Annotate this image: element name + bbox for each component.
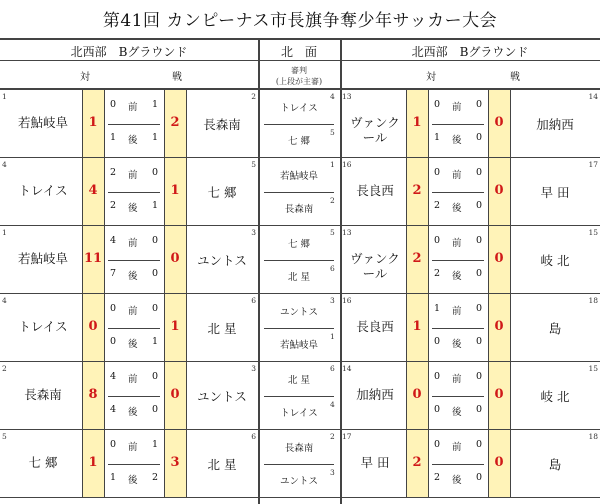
left_matches-home-first-half: 4 [110, 371, 118, 382]
right_matches-second-half-label: 後 [452, 475, 463, 486]
referee-sub: 七 郷 [287, 136, 311, 147]
right_matches-away-second-half: 0 [476, 200, 484, 211]
right_matches-home-second-half: 2 [434, 268, 442, 279]
grid-line [264, 192, 334, 193]
right_matches-home-no: 16 [342, 160, 352, 169]
referee-sub-no: 4 [330, 400, 335, 409]
left_matches-away-second-half: 0 [152, 404, 160, 415]
left_matches-first-half-label: 前 [128, 306, 139, 317]
left_matches-away-total: 0 [170, 387, 180, 402]
left_matches-away-first-half: 0 [152, 371, 160, 382]
left-away-total-column [164, 90, 186, 498]
grid-line [340, 293, 600, 294]
right_matches-home-no: 16 [342, 296, 352, 305]
grid-line [0, 361, 258, 362]
referee-main: 長森南 [284, 443, 314, 454]
referee-sub: 北 星 [287, 272, 311, 283]
left_matches-second-half-label: 後 [128, 135, 139, 146]
left_matches-home-no: 1 [2, 228, 7, 237]
grid-line [104, 362, 105, 430]
left_matches-home-second-half: 1 [110, 472, 118, 483]
left_matches-home-total: 4 [88, 183, 98, 198]
left-tai-label: 対 [80, 72, 90, 83]
left_matches-away-second-half: 1 [152, 336, 160, 347]
right_matches-second-half-label: 後 [452, 203, 463, 214]
grid-line [264, 396, 334, 397]
left_matches-away-team: ユントス [197, 253, 247, 268]
grid-line [428, 226, 429, 294]
right_matches-away-second-half: 0 [476, 132, 484, 143]
right_matches-away-first-half: 0 [476, 99, 484, 110]
left_matches-second-half-label: 後 [128, 271, 139, 282]
grid-line [104, 90, 105, 158]
referee-label: 審判 [291, 66, 307, 75]
left_matches-home-first-half: 4 [110, 235, 118, 246]
referee-main: ユントス [280, 307, 318, 318]
left_matches-home-no: 2 [2, 364, 7, 373]
grid-line [0, 38, 600, 40]
right-home-total-column [406, 90, 428, 498]
left_matches-away-no: 5 [251, 160, 256, 169]
left_matches-away-no: 3 [251, 228, 256, 237]
right_matches-home-first-half: 1 [434, 303, 442, 314]
grid-line [0, 60, 600, 61]
right_matches-away-first-half: 0 [476, 303, 484, 314]
grid-line [108, 328, 160, 329]
right_matches-first-half-label: 前 [452, 442, 463, 453]
grid-line [340, 429, 600, 430]
grid-line [264, 124, 334, 125]
match-result-table [0, 38, 600, 504]
referee-main-no: 1 [330, 160, 335, 169]
left_matches-away-team: 北 星 [207, 457, 237, 472]
left_matches-away-first-half: 0 [152, 167, 160, 178]
grid-line [340, 225, 600, 226]
right_matches-home-second-half: 0 [434, 336, 442, 347]
left_matches-away-total: 1 [170, 319, 180, 334]
referee-sub-no: 1 [330, 332, 335, 341]
referee-main-no: 4 [330, 92, 335, 101]
right_matches-home-no: 14 [342, 364, 352, 373]
left_matches-home-no: 4 [2, 160, 7, 169]
right_matches-away-no: 18 [588, 432, 598, 441]
right_matches-home-second-half: 2 [434, 200, 442, 211]
left_matches-home-first-half: 0 [110, 99, 118, 110]
right_matches-away-no: 14 [588, 92, 598, 101]
left_matches-home-first-half: 0 [110, 439, 118, 450]
grid-line [432, 192, 484, 193]
right_matches-away-first-half: 0 [476, 235, 484, 246]
left_matches-home-first-half: 2 [110, 167, 118, 178]
right_matches-home-team: 長良西 [356, 183, 394, 198]
referee-main: トレイス [280, 103, 318, 114]
left_matches-home-first-half: 0 [110, 303, 118, 314]
grid-line [108, 464, 160, 465]
right_matches-first-half-label: 前 [452, 374, 463, 385]
referee-main-no: 3 [330, 296, 335, 305]
right_matches-away-first-half: 0 [476, 439, 484, 450]
grid-line [0, 293, 258, 294]
right_matches-first-half-label: 前 [452, 170, 463, 181]
referee-sub-no: 2 [330, 196, 335, 205]
right_matches-away-second-half: 0 [476, 268, 484, 279]
left_matches-away-first-half: 1 [152, 439, 160, 450]
left_matches-home-team: 七 郷 [28, 455, 58, 470]
left_matches-home-team: 若鮎岐阜 [17, 251, 68, 266]
grid-line [432, 328, 484, 329]
left_matches-away-second-half: 1 [152, 200, 160, 211]
left_matches-home-no: 1 [2, 92, 7, 101]
right_matches-away-team: 岐 北 [540, 389, 570, 404]
left-home-total-column [82, 90, 104, 498]
center-venue-header: 北 面 [280, 45, 317, 59]
left_matches-away-second-half: 2 [152, 472, 160, 483]
right-venue-header: 北西部 Bグラウンド [411, 45, 529, 59]
left_matches-away-total: 1 [170, 183, 180, 198]
left-venue-header: 北西部 Bグラウンド [70, 45, 188, 59]
right_matches-away-team: 島 [548, 457, 562, 472]
right_matches-home-first-half: 0 [434, 439, 442, 450]
left_matches-home-no: 5 [2, 432, 7, 441]
grid-line [104, 226, 105, 294]
grid-line [258, 293, 340, 294]
right_matches-away-total: 0 [494, 455, 504, 470]
grid-line [428, 90, 429, 158]
right_matches-away-total: 0 [494, 251, 504, 266]
right_matches-home-team: ヴァンクール [350, 251, 400, 281]
left_matches-home-no: 4 [2, 296, 7, 305]
right_matches-away-team: 岐 北 [540, 253, 570, 268]
left_matches-away-total: 2 [170, 115, 180, 130]
grid-line [108, 396, 160, 397]
grid-line [258, 497, 340, 498]
right_matches-away-no: 15 [588, 364, 598, 373]
grid-line [108, 260, 160, 261]
grid-line [340, 497, 600, 498]
left_matches-home-second-half: 2 [110, 200, 118, 211]
right_matches-home-team: 長良西 [356, 319, 394, 334]
grid-line [432, 396, 484, 397]
right_matches-second-half-label: 後 [452, 135, 463, 146]
right_matches-home-team: 早 田 [360, 455, 390, 470]
left_matches-home-total: 11 [83, 251, 103, 266]
grid-line [264, 464, 334, 465]
right_matches-away-team: 早 田 [540, 185, 570, 200]
right_matches-first-half-label: 前 [452, 306, 463, 317]
right_matches-away-first-half: 0 [476, 371, 484, 382]
right_matches-away-team: 加納西 [536, 117, 574, 132]
grid-line [264, 260, 334, 261]
right-sen-label: 戦 [510, 72, 520, 83]
right_matches-second-half-label: 後 [452, 271, 463, 282]
grid-line [258, 225, 340, 226]
left_matches-second-half-label: 後 [128, 475, 139, 486]
right_matches-home-second-half: 2 [434, 472, 442, 483]
grid-line [432, 124, 484, 125]
left_matches-first-half-label: 前 [128, 442, 139, 453]
referee-main-no: 5 [330, 228, 335, 237]
left_matches-home-second-half: 1 [110, 132, 118, 143]
left_matches-home-second-half: 7 [110, 268, 118, 279]
right-tai-label: 対 [426, 72, 436, 83]
left_matches-away-first-half: 0 [152, 235, 160, 246]
left_matches-away-team: 七 郷 [207, 185, 237, 200]
left_matches-home-team: 長森南 [24, 387, 62, 402]
grid-line [428, 430, 429, 498]
right_matches-away-total: 0 [494, 183, 504, 198]
right_matches-home-total: 0 [412, 387, 422, 402]
left_matches-second-half-label: 後 [128, 203, 139, 214]
left_matches-away-team: ユントス [197, 389, 247, 404]
right_matches-home-total: 1 [412, 115, 422, 130]
right_matches-home-first-half: 0 [434, 371, 442, 382]
left_matches-away-team: 北 星 [207, 321, 237, 336]
grid-line [108, 124, 160, 125]
page-title: 第41回 カンピーナス市長旗争奪少年サッカー大会 [102, 11, 498, 31]
left_matches-first-half-label: 前 [128, 238, 139, 249]
left_matches-away-total: 0 [170, 251, 180, 266]
grid-line [258, 361, 340, 362]
grid-line [104, 294, 105, 362]
referee-sub-no: 5 [330, 128, 335, 137]
left_matches-first-half-label: 前 [128, 374, 139, 385]
right_matches-home-team: 加納西 [356, 387, 394, 402]
grid-line [258, 429, 340, 430]
left_matches-away-first-half: 1 [152, 99, 160, 110]
grid-line [340, 361, 600, 362]
referee-sub: ユントス [280, 476, 318, 487]
referee-main-no: 2 [330, 432, 335, 441]
right_matches-home-first-half: 0 [434, 235, 442, 246]
left_matches-second-half-label: 後 [128, 407, 139, 418]
right_matches-home-total: 2 [412, 251, 422, 266]
left_matches-away-no: 6 [251, 432, 256, 441]
left_matches-home-second-half: 0 [110, 336, 118, 347]
right_matches-second-half-label: 後 [452, 339, 463, 350]
right_matches-away-no: 15 [588, 228, 598, 237]
right_matches-away-total: 0 [494, 115, 504, 130]
right_matches-home-team: ヴァンクール [350, 115, 400, 145]
grid-line [0, 497, 258, 498]
referee-sub: 長森南 [284, 204, 314, 215]
referee-main: 若鮎岐阜 [279, 171, 318, 182]
right_matches-home-second-half: 0 [434, 404, 442, 415]
right_matches-away-second-half: 0 [476, 404, 484, 415]
left_matches-home-team: 若鮎岐阜 [17, 115, 68, 130]
right_matches-home-no: 17 [342, 432, 352, 441]
referee-sub-no: 3 [330, 468, 335, 477]
right_matches-first-half-label: 前 [452, 102, 463, 113]
left_matches-home-second-half: 4 [110, 404, 118, 415]
grid-line [428, 362, 429, 430]
left_matches-away-no: 3 [251, 364, 256, 373]
left_matches-home-total: 8 [88, 387, 98, 402]
referee-sub-no: 6 [330, 264, 335, 273]
grid-line [340, 157, 600, 158]
right_matches-away-second-half: 0 [476, 336, 484, 347]
right_matches-home-total: 2 [412, 455, 422, 470]
left_matches-away-team: 長森南 [203, 117, 241, 132]
right_matches-second-half-label: 後 [452, 407, 463, 418]
grid-line [104, 430, 105, 498]
right_matches-home-no: 13 [342, 228, 352, 237]
referee-main: 七 郷 [287, 239, 311, 250]
right_matches-away-total: 0 [494, 319, 504, 334]
right_matches-first-half-label: 前 [452, 238, 463, 249]
left_matches-home-total: 0 [88, 319, 98, 334]
right_matches-away-first-half: 0 [476, 167, 484, 178]
grid-line [0, 225, 258, 226]
right-away-total-column [488, 90, 510, 498]
grid-line [432, 260, 484, 261]
referee-note: (上段が主審) [275, 77, 323, 86]
left_matches-away-second-half: 0 [152, 268, 160, 279]
grid-line [108, 192, 160, 193]
grid-line [0, 429, 258, 430]
left_matches-away-total: 3 [170, 455, 180, 470]
referee-main-no: 6 [330, 364, 335, 373]
right_matches-home-total: 2 [412, 183, 422, 198]
grid-line [258, 157, 340, 158]
referee-sub: トレイス [280, 408, 318, 419]
left_matches-away-second-half: 1 [152, 132, 160, 143]
left_matches-home-total: 1 [88, 455, 98, 470]
right_matches-home-first-half: 0 [434, 99, 442, 110]
right_matches-away-total: 0 [494, 387, 504, 402]
right_matches-away-no: 18 [588, 296, 598, 305]
left_matches-second-half-label: 後 [128, 339, 139, 350]
right_matches-away-team: 島 [548, 321, 562, 336]
left_matches-home-team: トレイス [18, 319, 68, 334]
right_matches-home-second-half: 1 [434, 132, 442, 143]
grid-line [428, 294, 429, 362]
left_matches-home-total: 1 [88, 115, 98, 130]
grid-line [264, 328, 334, 329]
grid-line [428, 158, 429, 226]
grid-line [432, 464, 484, 465]
left_matches-first-half-label: 前 [128, 170, 139, 181]
right_matches-home-first-half: 0 [434, 167, 442, 178]
right_matches-home-no: 13 [342, 92, 352, 101]
grid-line [104, 158, 105, 226]
left_matches-away-no: 6 [251, 296, 256, 305]
right_matches-away-second-half: 0 [476, 472, 484, 483]
right_matches-away-no: 17 [588, 160, 598, 169]
left-sen-label: 戦 [172, 72, 182, 83]
left_matches-home-team: トレイス [18, 183, 68, 198]
left_matches-away-no: 2 [251, 92, 256, 101]
referee-main: 北 星 [287, 375, 311, 386]
right_matches-home-total: 1 [412, 319, 422, 334]
left_matches-away-first-half: 0 [152, 303, 160, 314]
referee-sub: 若鮎岐阜 [279, 340, 318, 351]
left_matches-first-half-label: 前 [128, 102, 139, 113]
grid-line [0, 157, 258, 158]
